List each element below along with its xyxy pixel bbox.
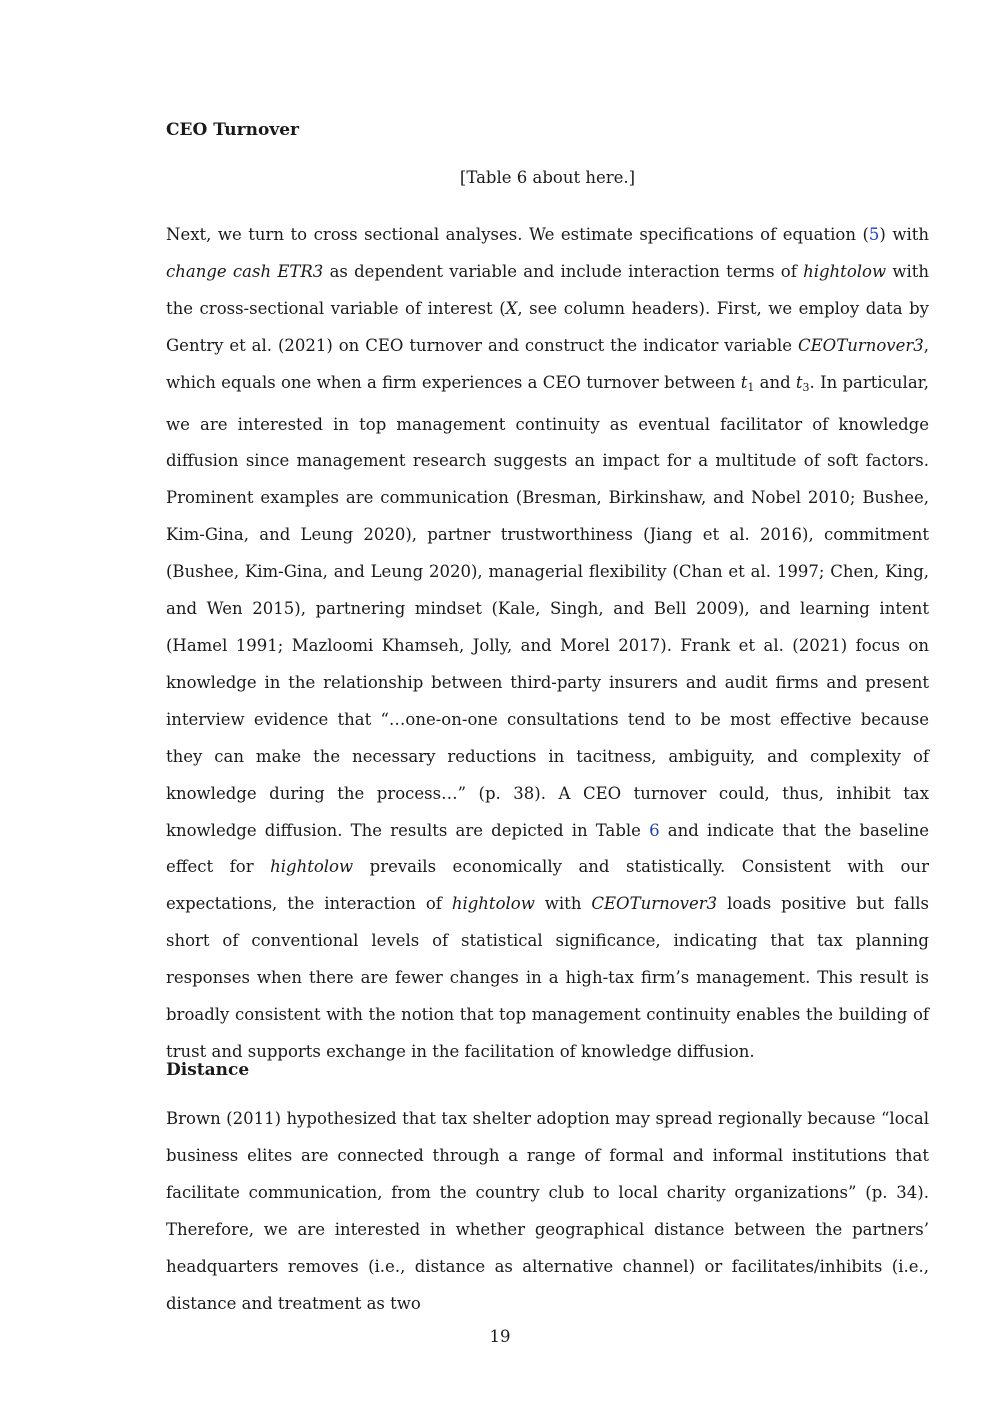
text-run: as dependent variable and include interaction terms of — [323, 261, 804, 281]
math-subscript: 3 — [802, 380, 810, 394]
text-run: and indicate that the baseline effect for — [166, 820, 929, 877]
variable-name: change cash ETR3 — [166, 261, 324, 281]
text-run: and — [754, 372, 796, 392]
variable-name: CEOTurnover3 — [591, 894, 718, 914]
table-placeholder: [Table 6 about here.] — [459, 168, 636, 187]
text-run: loads positive but falls short of conventional levels of statistical significance, indicating that tax planning responses when there are fewer changes in a high-tax firm’s management. This result is broadly consistent with the notion that top management continuity enables the building of trust and supports exchange in the facilitation of knowledge diffusion. — [166, 894, 929, 1061]
variable-name: CEOTurnover3 — [798, 335, 924, 355]
math-subscript: 1 — [747, 380, 755, 394]
variable-name: hightolow — [451, 894, 535, 914]
equation-link[interactable]: 5 — [868, 225, 880, 244]
math-symbol: t — [740, 372, 748, 392]
section-heading-ceo-turnover: CEO Turnover — [166, 120, 299, 140]
paragraph-ceo-turnover — [166, 217, 929, 1071]
text-run: . In particular, we are interested in top management continuity as eventual facilitator of knowledge diffusion since management research suggests an impact for a multitude of soft factors. Prominent examples are communication (Bresman, Birkinshaw, and Nobel 2010; Bushee, Kim-Gina, and Leung 2020), partner trustworthiness (Jiang et al. 2016), commitment (Bushee, Kim-Gina, and Leung 2020), managerial flexibility (Chan et al. 1997; Chen, King, and Wen 2015), partnering mindset (Kale, Singh, and Bell 2009), and learning intent (Hamel 1991; Mazloomi Khamseh, Jolly, and Morel 2017). Frank et al. (2021) focus on knowledge in the relationship between third-party insurers and audit firms and present interview evidence that “…one-on-one consultations tend to be most effective because they can make the necessary reductions in tacitness, ambiguity, and complexity of knowledge during the process…” (p. 38). A CEO turnover could, thus, inhibit tax knowledge diffusion. The results are depicted in Table — [166, 372, 929, 840]
text-run: Next, we turn to cross sectional analyses. We estimate specifications of equation ( — [166, 225, 869, 244]
paragraph-distance: Brown (2011) hypothesized that tax shelter adoption may spread regionally because “local business elites are connected through a range of formal and informal institutions that facilitate communication, from the country club to local charity organizations” (p. 34). Therefore, we are interested in whether geographical distance between the partners’ headquarters removes (i.e., distance as alternative channel) or facilitates/inhibits (i.e., distance and treatment as two — [166, 1109, 929, 1313]
math-symbol: X — [505, 298, 518, 318]
text-run: ) with — [879, 225, 929, 244]
variable-name: hightolow — [270, 857, 354, 877]
math-symbol: t — [795, 372, 803, 392]
table-link[interactable]: 6 — [649, 820, 660, 840]
text-run: with the cross-sectional variable of interest ( — [166, 261, 930, 318]
text-run: , which equals one when a firm experiences a CEO turnover between — [166, 335, 929, 392]
text-run: with — [534, 894, 592, 914]
page-number: 19 — [489, 1327, 511, 1346]
text-run: prevails economically and statistically. Consistent with our expectations, the interaction of — [166, 857, 929, 914]
section-heading-distance: Distance — [166, 1060, 250, 1080]
variable-name: hightolow — [803, 261, 887, 281]
text-run: , see column headers). First, we employ data by Gentry et al. (2021) on CEO turnover and construct the indicator variable — [166, 298, 929, 355]
